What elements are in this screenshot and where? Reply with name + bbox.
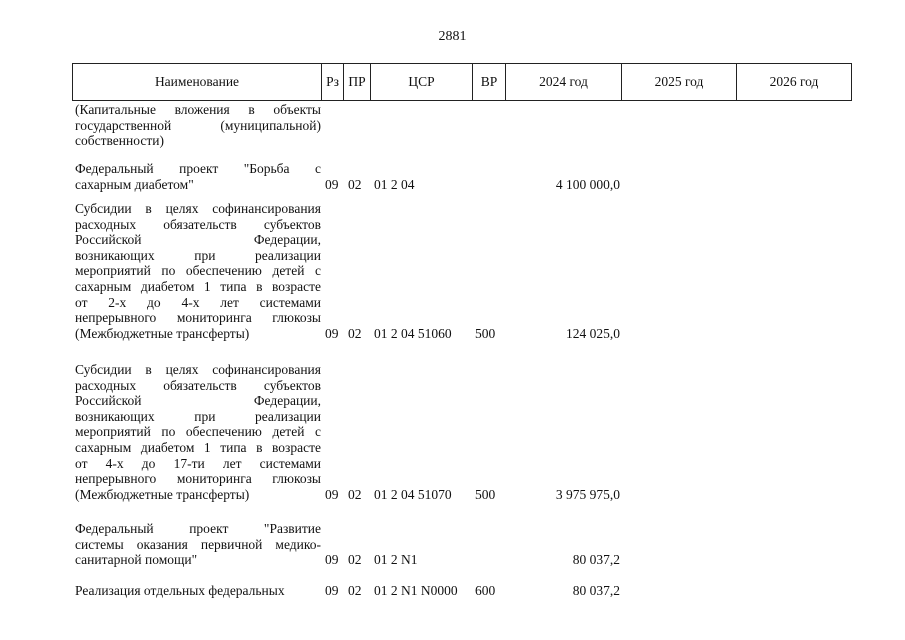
row-name-line: собственности) xyxy=(75,133,164,149)
row-amount-2024: 4 100 000,0 xyxy=(555,176,620,192)
row-name xyxy=(75,362,321,502)
row-name-line: сахарным диабетом 1 типа в возрасте xyxy=(75,439,321,455)
row-csr: 01 2 N1 N0000 xyxy=(374,583,458,598)
row-name-line: расходных обязательств субъектов xyxy=(75,377,321,393)
row-name-line: возникающих при реализации xyxy=(75,408,321,424)
row-pr: 02 xyxy=(348,486,362,502)
row-name xyxy=(75,583,321,599)
row-pr: 02 xyxy=(348,325,362,341)
row-name-line: Субсидии в целях софинансирования xyxy=(75,201,321,216)
row-name xyxy=(75,102,321,149)
row-name-line: мероприятий по обеспечению детей с xyxy=(75,424,321,440)
row-vr: 600 xyxy=(475,583,496,598)
row-name-line: расходных обязательств субъектов xyxy=(75,216,321,232)
row-vr: 500 xyxy=(475,486,496,502)
row-name-line: санитарной помощи" xyxy=(75,552,198,568)
row-csr: 01 2 04 51070 xyxy=(374,486,452,502)
row-name-line: Федеральный проект "Борьба с xyxy=(75,161,321,176)
row-name-line: от 2-х до 4-х лет системами xyxy=(75,294,321,310)
row-amount-2024: 80 037,2 xyxy=(572,552,620,568)
row-name-line: сахарным диабетом" xyxy=(75,176,194,192)
row-rz: 09 xyxy=(325,552,339,568)
table-header xyxy=(72,63,852,101)
row-rz: 09 xyxy=(325,176,339,192)
header-2026: 2026 год xyxy=(736,64,852,100)
page-number: 2881 xyxy=(438,29,467,44)
header-pr: ПР xyxy=(343,64,370,100)
row-amount-2024: 3 975 975,0 xyxy=(555,486,620,502)
row-amount-2024: 80 037,2 xyxy=(572,583,620,598)
row-name-line: (Межбюджетные трансферты) xyxy=(75,486,250,502)
row-name-line: мероприятий по обеспечению детей с xyxy=(75,263,321,279)
header-2025: 2025 год xyxy=(621,64,736,100)
header-name: Наименование xyxy=(72,64,321,100)
row-name-line: от 4-х до 17-ти лет системами xyxy=(75,455,321,471)
row-name-line: Федеральный проект "Развитие xyxy=(75,521,321,536)
row-name-line: непрерывного мониторинга глюкозы xyxy=(75,310,321,326)
row-csr: 01 2 N1 xyxy=(374,552,418,568)
header-vr: ВР xyxy=(472,64,505,100)
row-name-line: Субсидии в целях софинансирования xyxy=(75,362,321,377)
row-name xyxy=(75,161,321,192)
row-name-line: непрерывного мониторинга глюкозы xyxy=(75,471,321,487)
row-name xyxy=(75,521,321,568)
row-pr: 02 xyxy=(348,176,362,192)
row-rz: 09 xyxy=(325,486,339,502)
row-name-line: системы оказания первичной медико- xyxy=(75,536,321,552)
header-csr: ЦСР xyxy=(370,64,472,100)
row-csr: 01 2 04 xyxy=(374,176,415,192)
row-name-line: Российской Федерации, xyxy=(75,393,321,409)
row-name-line: сахарным диабетом 1 типа в возрасте xyxy=(75,278,321,294)
row-name-line: Реализация отдельных федеральных xyxy=(75,583,285,598)
row-rz: 09 xyxy=(325,325,339,341)
row-name-line: (Капитальные вложения в объекты xyxy=(75,102,321,117)
row-pr: 02 xyxy=(348,583,362,598)
row-pr: 02 xyxy=(348,552,362,568)
row-name-line: Российской Федерации, xyxy=(75,232,321,248)
header-2024: 2024 год xyxy=(505,64,621,100)
row-rz: 09 xyxy=(325,583,339,598)
row-amount-2024: 124 025,0 xyxy=(566,325,620,341)
row-name-line: возникающих при реализации xyxy=(75,247,321,263)
row-name-line: государственной (муниципальной) xyxy=(75,117,321,133)
row-vr: 500 xyxy=(475,325,496,341)
row-name xyxy=(75,201,321,341)
header-rz: Рз xyxy=(321,64,343,100)
row-name-line: (Межбюджетные трансферты) xyxy=(75,325,250,341)
row-csr: 01 2 04 51060 xyxy=(374,325,452,341)
